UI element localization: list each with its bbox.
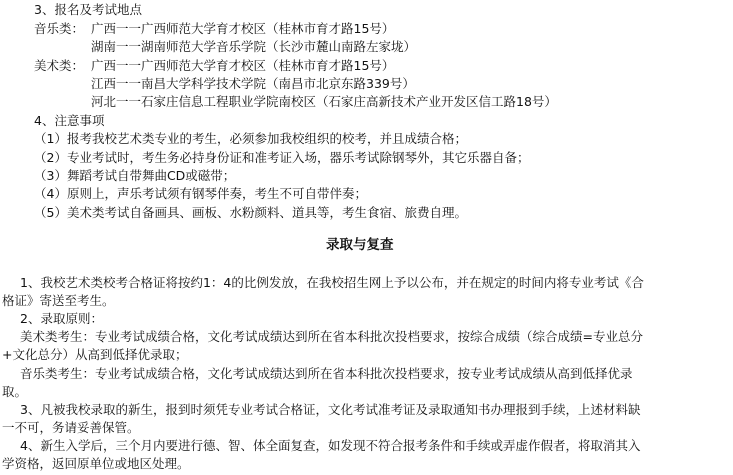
art-location-1: 广西一一广西师范大学育才校区（桂林市育才路15号） [91, 58, 395, 73]
notice-item-2: （2）专业考试时，考生务必持身份证和准考证入场，器乐考试除钢琴外，其它乐器自备； [34, 150, 530, 165]
notice-item-5: （5）美术类考试自备画具、画板、水粉颜料、道具等，考生食宿、旅费自理。 [34, 205, 467, 220]
admission-line-6: 音乐类考生：专业考试成绩合格，文化考试成绩达到所在省本科批次投档要求，按专业考试成绩从高到低择优录 [20, 366, 633, 381]
admission-heading: 录取与复查 [326, 237, 394, 253]
admission-line-11: 学资格，返回原单位或地区处理。 [2, 456, 190, 471]
admission-line-10: 4、新生入学后，三个月内要进行德、智、体全面复查，如发现不符合报考条件和手续或弄虚作假者，将取消其入 [20, 438, 641, 453]
notice-item-1: （1）报考我校艺术类专业的考生，必须参加我校组织的校考，并且成绩合格； [34, 131, 467, 146]
art-location-2: 江西一一南昌大学科学技术学院（南昌市北京东路339号） [91, 76, 415, 91]
section3-title: 3、报名及考试地点 [34, 2, 142, 17]
admission-line-8: 3、凡被我校录取的新生，报到时须凭专业考试合格证，文化考试准考证及录取通知书办理报到手续，上述材料缺 [20, 402, 641, 417]
admission-line-5: +文化总分）从高到低择优录取； [2, 347, 188, 362]
admission-line-7: 取。 [2, 384, 28, 399]
art-location-3: 河北一一石家庄信息工程职业学院南校区（石家庄高新技术产业开发区信工路18号） [91, 94, 557, 109]
section4-title: 4、注意事项 [34, 113, 105, 128]
music-category-label: 音乐类： [34, 21, 85, 36]
art-category-label: 美术类： [34, 58, 85, 73]
admission-line-1: 1、我校艺术类校考合格证将按约1：4的比例发放，在我校招生网上予以公布，并在规定的时间内将专业考试《合 [20, 275, 644, 290]
music-location-1: 广西一一广西师范大学育才校区（桂林市育才路15号） [91, 21, 395, 36]
music-location-2: 湖南一一湖南师范大学音乐学院（长沙市麓山南路左家垅） [91, 39, 417, 54]
admission-line-3: 2、录取原则： [20, 311, 103, 326]
admission-line-2: 格证》寄送至考生。 [2, 293, 115, 308]
admission-line-9: 一不可，务请妥善保管。 [2, 420, 140, 435]
notice-item-4: （4）原则上，声乐考试须有钢琴伴奏，考生不可自带伴奏； [34, 186, 367, 201]
notice-item-3: （3）舞蹈考试自带舞曲CD或磁带； [34, 168, 236, 183]
admission-line-4: 美术类考生：专业考试成绩合格，文化考试成绩达到所在省本科批次投档要求，按综合成绩（综合成绩=专业总分 [20, 329, 643, 344]
